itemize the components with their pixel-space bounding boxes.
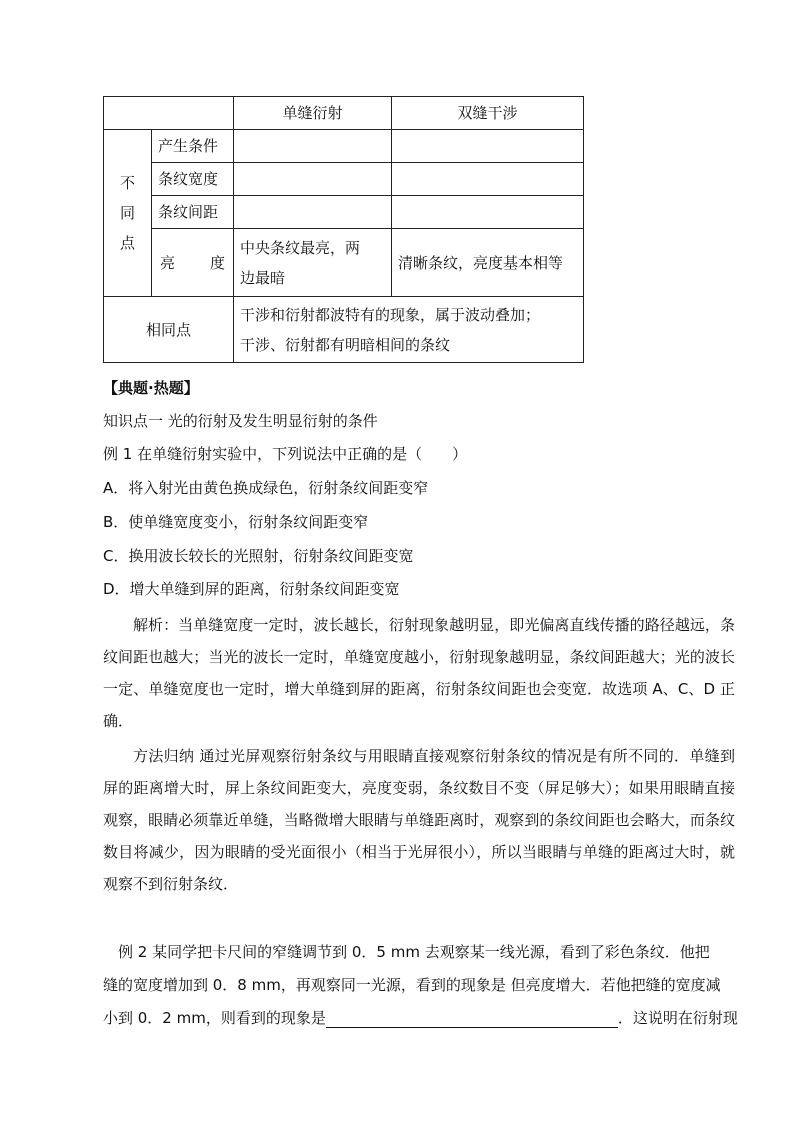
table-cell (392, 196, 584, 229)
table-cell (392, 130, 584, 163)
row-label: 条纹宽度 (152, 163, 234, 196)
table-cell (234, 163, 392, 196)
group-label-differences: 不 同 点 (104, 130, 152, 297)
header-single-slit: 单缝衍射 (234, 97, 392, 130)
knowledge-point: 知识点一 光的衍射及发生明显衍射的条件 (103, 412, 378, 430)
table-cell (234, 196, 392, 229)
section-heading: 【典题·热题】 (103, 379, 199, 397)
example2-line3: 小到 0．2 mm，则看到的现象是 ．这说明在衍射现 (103, 1009, 738, 1027)
header-cell-empty (104, 97, 234, 130)
method-paragraph: 方法归纳 通过光屏观察衍射条纹与用眼睛直接观察衍射条纹的情况是有所不同的．单缝到屏的距离增大时，屏上条纹间距变大，亮度变弱，条纹数目不变（屏足够大）；如果用眼睛直接观察，眼睛必须靠近单缝，当略微增大眼睛与单缝距离时，观察到的条纹间距也会略大，而条纹数目将减少，因为眼睛的受光面很小（相当于光屏很小），所以当眼睛与单缝的距离过大时，就观察不到衍射条纹． (103, 747, 735, 893)
brightness-single: 中央条纹最亮，两 边最暗 (234, 229, 392, 297)
brightness-double: 清晰条纹，亮度基本相等 (392, 229, 584, 297)
analysis-paragraph: 解析：当单缝宽度一定时，波长越长，衍射现象越明显，即光偏离直线传播的路径越远，条纹间距也越大；当光的波长一定时，单缝宽度越小，衍射现象越明显，条纹间距越大；光的波长一定、单缝宽度也一定时，增大单缝到屏的距离，衍射条纹间距也会变宽．故选项 A、C、D 正确． (103, 616, 735, 730)
option-c: C．换用波长较长的光照射，衍射条纹间距变宽 (103, 547, 414, 565)
example2-line2: 缝的宽度增加到 0．8 mm，再观察同一光源，看到的现象是 但亮度增大．若他把缝的宽度减 (103, 976, 721, 994)
table-row-common (104, 297, 584, 363)
row-label: 产生条件 (152, 130, 234, 163)
row-label-brightness: 亮 度 (152, 229, 234, 297)
table-row-brightness (104, 229, 584, 297)
example2-line1: 例 2 某同学把卡尺间的窄缝调节到 0．5 mm 去观察某一线光源，看到了彩色条纹．他把 (118, 943, 710, 961)
option-b: B．使单缝宽度变小，衍射条纹间距变窄 (103, 513, 369, 531)
example1-question: 例 1 在单缝衍射实验中，下列说法中正确的是（ ） (103, 445, 468, 463)
option-d: D．增大单缝到屏的距离，衍射条纹间距变宽 (103, 580, 400, 598)
option-a: A．将入射光由黄色换成绿色，衍射条纹间距变窄 (103, 479, 429, 497)
table-row (104, 130, 584, 163)
row-label-common: 相同点 (104, 297, 234, 363)
header-double-slit: 双缝干涉 (392, 97, 584, 130)
table-row (104, 163, 584, 196)
row-label: 条纹间距 (152, 196, 234, 229)
table-row (104, 196, 584, 229)
answer-blank[interactable] (326, 1009, 618, 1028)
common-points: 干涉和衍射都波特有的现象，属于波动叠加； 干涉、衍射都有明暗相间的条纹 (234, 297, 584, 363)
table-header-row (104, 97, 584, 130)
comparison-table (103, 96, 584, 363)
table-cell (392, 163, 584, 196)
table-cell (234, 130, 392, 163)
